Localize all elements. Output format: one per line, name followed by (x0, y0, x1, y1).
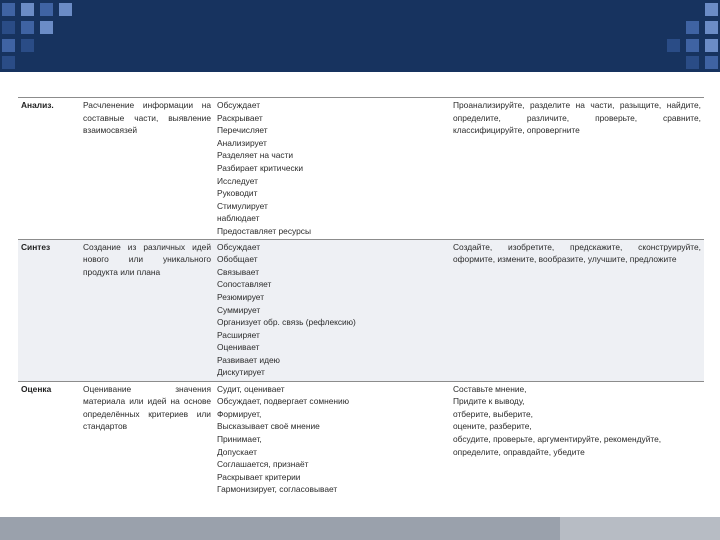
decor-square (21, 21, 34, 34)
decor-square (2, 56, 15, 69)
action-item: Раскрывает (217, 112, 263, 123)
table-row (18, 98, 704, 240)
task-item: определите, оправдайте, убедите (453, 446, 585, 457)
taxonomy-table (18, 97, 704, 499)
action-item: Обсуждает (217, 100, 261, 110)
level-cell: Анализ. (21, 100, 54, 110)
decor-square (2, 3, 15, 16)
decor-square (686, 21, 699, 34)
task-item: Составьте мнение, (453, 383, 527, 394)
task-item: оцените, разберите, (453, 421, 532, 432)
action-item: Исследует (217, 175, 258, 186)
action-item: Обобщает (217, 254, 258, 265)
decor-square (667, 39, 680, 52)
decor-square (21, 39, 34, 52)
action-item: Разбирает критически (217, 162, 304, 173)
actions-cell (214, 239, 444, 381)
action-item: Перечисляет (217, 125, 268, 136)
footer-highlight (560, 517, 720, 540)
decor-square (686, 39, 699, 52)
action-item: Дискутирует (217, 367, 265, 378)
action-item: Организует обр. связь (рефлексию) (217, 317, 356, 328)
decor-square (40, 3, 53, 16)
description-cell: Оценивание значения материала или идей на основе определённых критериев или стандартов (83, 383, 211, 432)
level-cell: Синтез (18, 239, 80, 381)
tasks-cell (450, 381, 704, 499)
action-item: Разделяет на части (217, 150, 294, 161)
decor-square (2, 21, 15, 34)
action-item: Допускает (217, 446, 257, 457)
action-item: Высказывает своё мнение (217, 421, 320, 432)
footer-bar (0, 517, 720, 540)
decor-square (686, 56, 699, 69)
action-item: Формирует, (217, 408, 262, 419)
action-item: Руководит (217, 188, 258, 199)
actions-cell (214, 98, 444, 240)
action-item: Развивает идею (217, 354, 280, 365)
decor-square (21, 3, 34, 16)
tasks-cell: Создайте, изобретите, предскажите, сконструируйте, оформите, измените, вообразите, улучшите, предложите (450, 239, 704, 381)
action-item: Обсуждает, подвергает сомнению (217, 396, 349, 407)
task-item: Придите к выводу, (453, 396, 525, 407)
table-row (18, 239, 704, 381)
decor-square (40, 21, 53, 34)
action-item: Суммирует (217, 304, 261, 315)
action-item: Судит, оценивает (217, 383, 285, 394)
action-item: Стимулирует (217, 200, 268, 211)
task-item: отберите, выберите, (453, 408, 533, 419)
action-item: Сопоставляет (217, 279, 272, 290)
action-item: Раскрывает критерии (217, 471, 301, 482)
actions-cell (214, 381, 444, 499)
decor-square (705, 56, 718, 69)
description-cell: Создание из различных идей нового или уникального продукта или плана (80, 239, 214, 381)
decor-square (705, 3, 718, 16)
table-row (18, 381, 704, 499)
description-cell: Расчленение информации на составные части, выявление взаимосвязей (83, 100, 211, 136)
decor-square (2, 39, 15, 52)
action-item: Предоставляет ресурсы (217, 225, 311, 236)
action-item: наблюдает (217, 213, 260, 224)
action-item: Резюмирует (217, 291, 265, 302)
action-item: Расширяет (217, 329, 260, 340)
decor-square (705, 39, 718, 52)
action-item: Обсуждает (217, 241, 261, 252)
action-item: Оценивает (217, 342, 260, 353)
header-banner (0, 0, 720, 72)
decor-square (59, 3, 72, 16)
level-cell: Оценка (21, 383, 52, 394)
task-item: обсудите, проверьте, аргументируйте, рекомендуйте, (453, 433, 662, 444)
action-item: Анализирует (217, 137, 267, 148)
action-item: Принимает, (217, 433, 262, 444)
decor-square (705, 21, 718, 34)
action-item: Связывает (217, 266, 260, 277)
tasks-cell: Проанализируйте, разделите на части, разыщите, найдите, определите, различите, проверьте, сравните, классифицируйте, опровергните (453, 100, 701, 136)
action-item: Гармонизирует, согласовывает (217, 484, 338, 495)
action-item: Соглашается, признаёт (217, 459, 309, 470)
